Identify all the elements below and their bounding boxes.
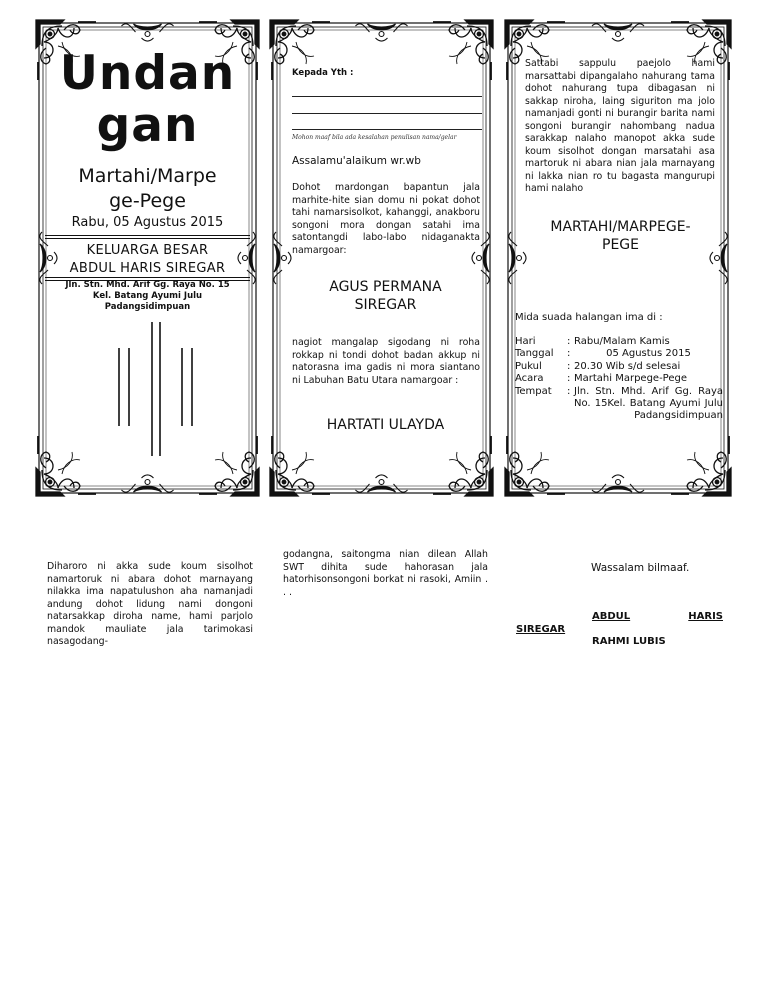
closing-greeting: Wassalam bilmaaf. — [591, 562, 690, 574]
invitation-paragraph: Sattabi sappulu paejolo hami marsattabi dipangalaho nahurang tama dohot nahurang tupa dibagasan ni sakkap niroha, laing siguriton ma jolo namanjadi gonti ni burangir barita nami songoni burangir nahombang nadua sarakkap nalaho manopot akka sude koum sisolhot dongan marsatahi asa martoruk ni abara nian jala marnayang ni lakka nian ro tu bagasta mangurupi hami nalaho — [525, 58, 715, 194]
table-row: Tempat : Jln. Stn. Mhd. Arif Gg. Raya No. 15Kel. Batang Ayumi Julu Padangsidimpuan — [515, 385, 723, 422]
cover-panel — [34, 18, 261, 498]
recipient-label: Kepada Yth : — [292, 68, 354, 78]
recipient-line[interactable] — [292, 129, 482, 130]
recipient-line[interactable] — [292, 113, 482, 114]
event-details-table — [515, 336, 723, 423]
family-name: KELUARGA BESAR ABDUL HARIS SIREGAR — [69, 243, 226, 276]
table-row: Acara : Martahi Marpege-Pege — [515, 373, 688, 385]
vertical-lines-ornament — [114, 318, 204, 460]
signature-name-1: ABDUL HARIS — [592, 611, 723, 622]
details-panel — [503, 18, 733, 498]
groom-name: AGUS PERMANA SIREGAR — [329, 279, 442, 313]
event-date: Rabu, 05 Agustus 2015 — [71, 215, 224, 230]
apology-note: Mohon maaf bila ada kesalahan penulisan nama/gelar — [292, 134, 457, 141]
event-title: MARTAHI/MARPEGE- PEGE — [550, 219, 691, 253]
greeting-panel — [268, 18, 495, 498]
recipient-line[interactable] — [292, 96, 482, 97]
thanks-paragraph: Diharoro ni akka sude koum sisolhot namartoruk ni abara dohot marnayang nilakka ima napatulushon aha namanjadi andung dohot lidung nami dongoni natarsakkap diroha name, hami parjolo mandok mauliate jala tarimokasi nasagodang- — [47, 561, 253, 647]
schedule-intro: Mida suada halangan ima di : — [515, 312, 663, 323]
signature-surname-1: SIREGAR — [516, 624, 566, 635]
blessing-paragraph: godangna, saitongma nian dilean Allah SWT dihita sude hahorasan jala hatorhisonsongoni borkat ni rasoki, Amiin . . . — [283, 549, 488, 598]
table-row: Pukul : 20.30 Wib s/d selesai — [515, 360, 681, 372]
family-address: Jln. Stn. Mhd. Arif Gg. Raya No. 15 Kel. Batang Ayumi Julu Padangsidimpuan — [65, 280, 230, 312]
intro-paragraph: Dohot mardongan bapantun jala marhite-hite sian domu ni pokat dohot tahi namarsisolkot, kahanggi, anakboru songoni mora dongan satahi ima satontangdi labo-labo nidaganakta namargoar: — [292, 182, 480, 256]
greeting: Assalamu'alaikum wr.wb — [292, 155, 421, 167]
bride-name: HARTATI ULAYDA — [326, 417, 445, 433]
divider-line — [45, 235, 250, 236]
table-row: Hari : Rabu/Malam Kamis — [515, 336, 670, 347]
signature-name-2: RAHMI LUBIS — [592, 636, 666, 647]
divider-line — [45, 277, 250, 278]
invitation-title: Undan gan — [59, 46, 236, 153]
table-row: Tanggal : 05 Agustus 2015 — [515, 348, 691, 360]
bride-intro-paragraph: nagiot mangalap sigodang ni roha rokkap ni tondi dohot badan akkup ni natorasna ima gadis ni mora siantano ni Labuhan Batu Utara namargoar : — [292, 337, 480, 386]
event-subtitle: Martahi/Marpe ge-Pege — [78, 165, 217, 212]
divider-line — [45, 238, 250, 239]
